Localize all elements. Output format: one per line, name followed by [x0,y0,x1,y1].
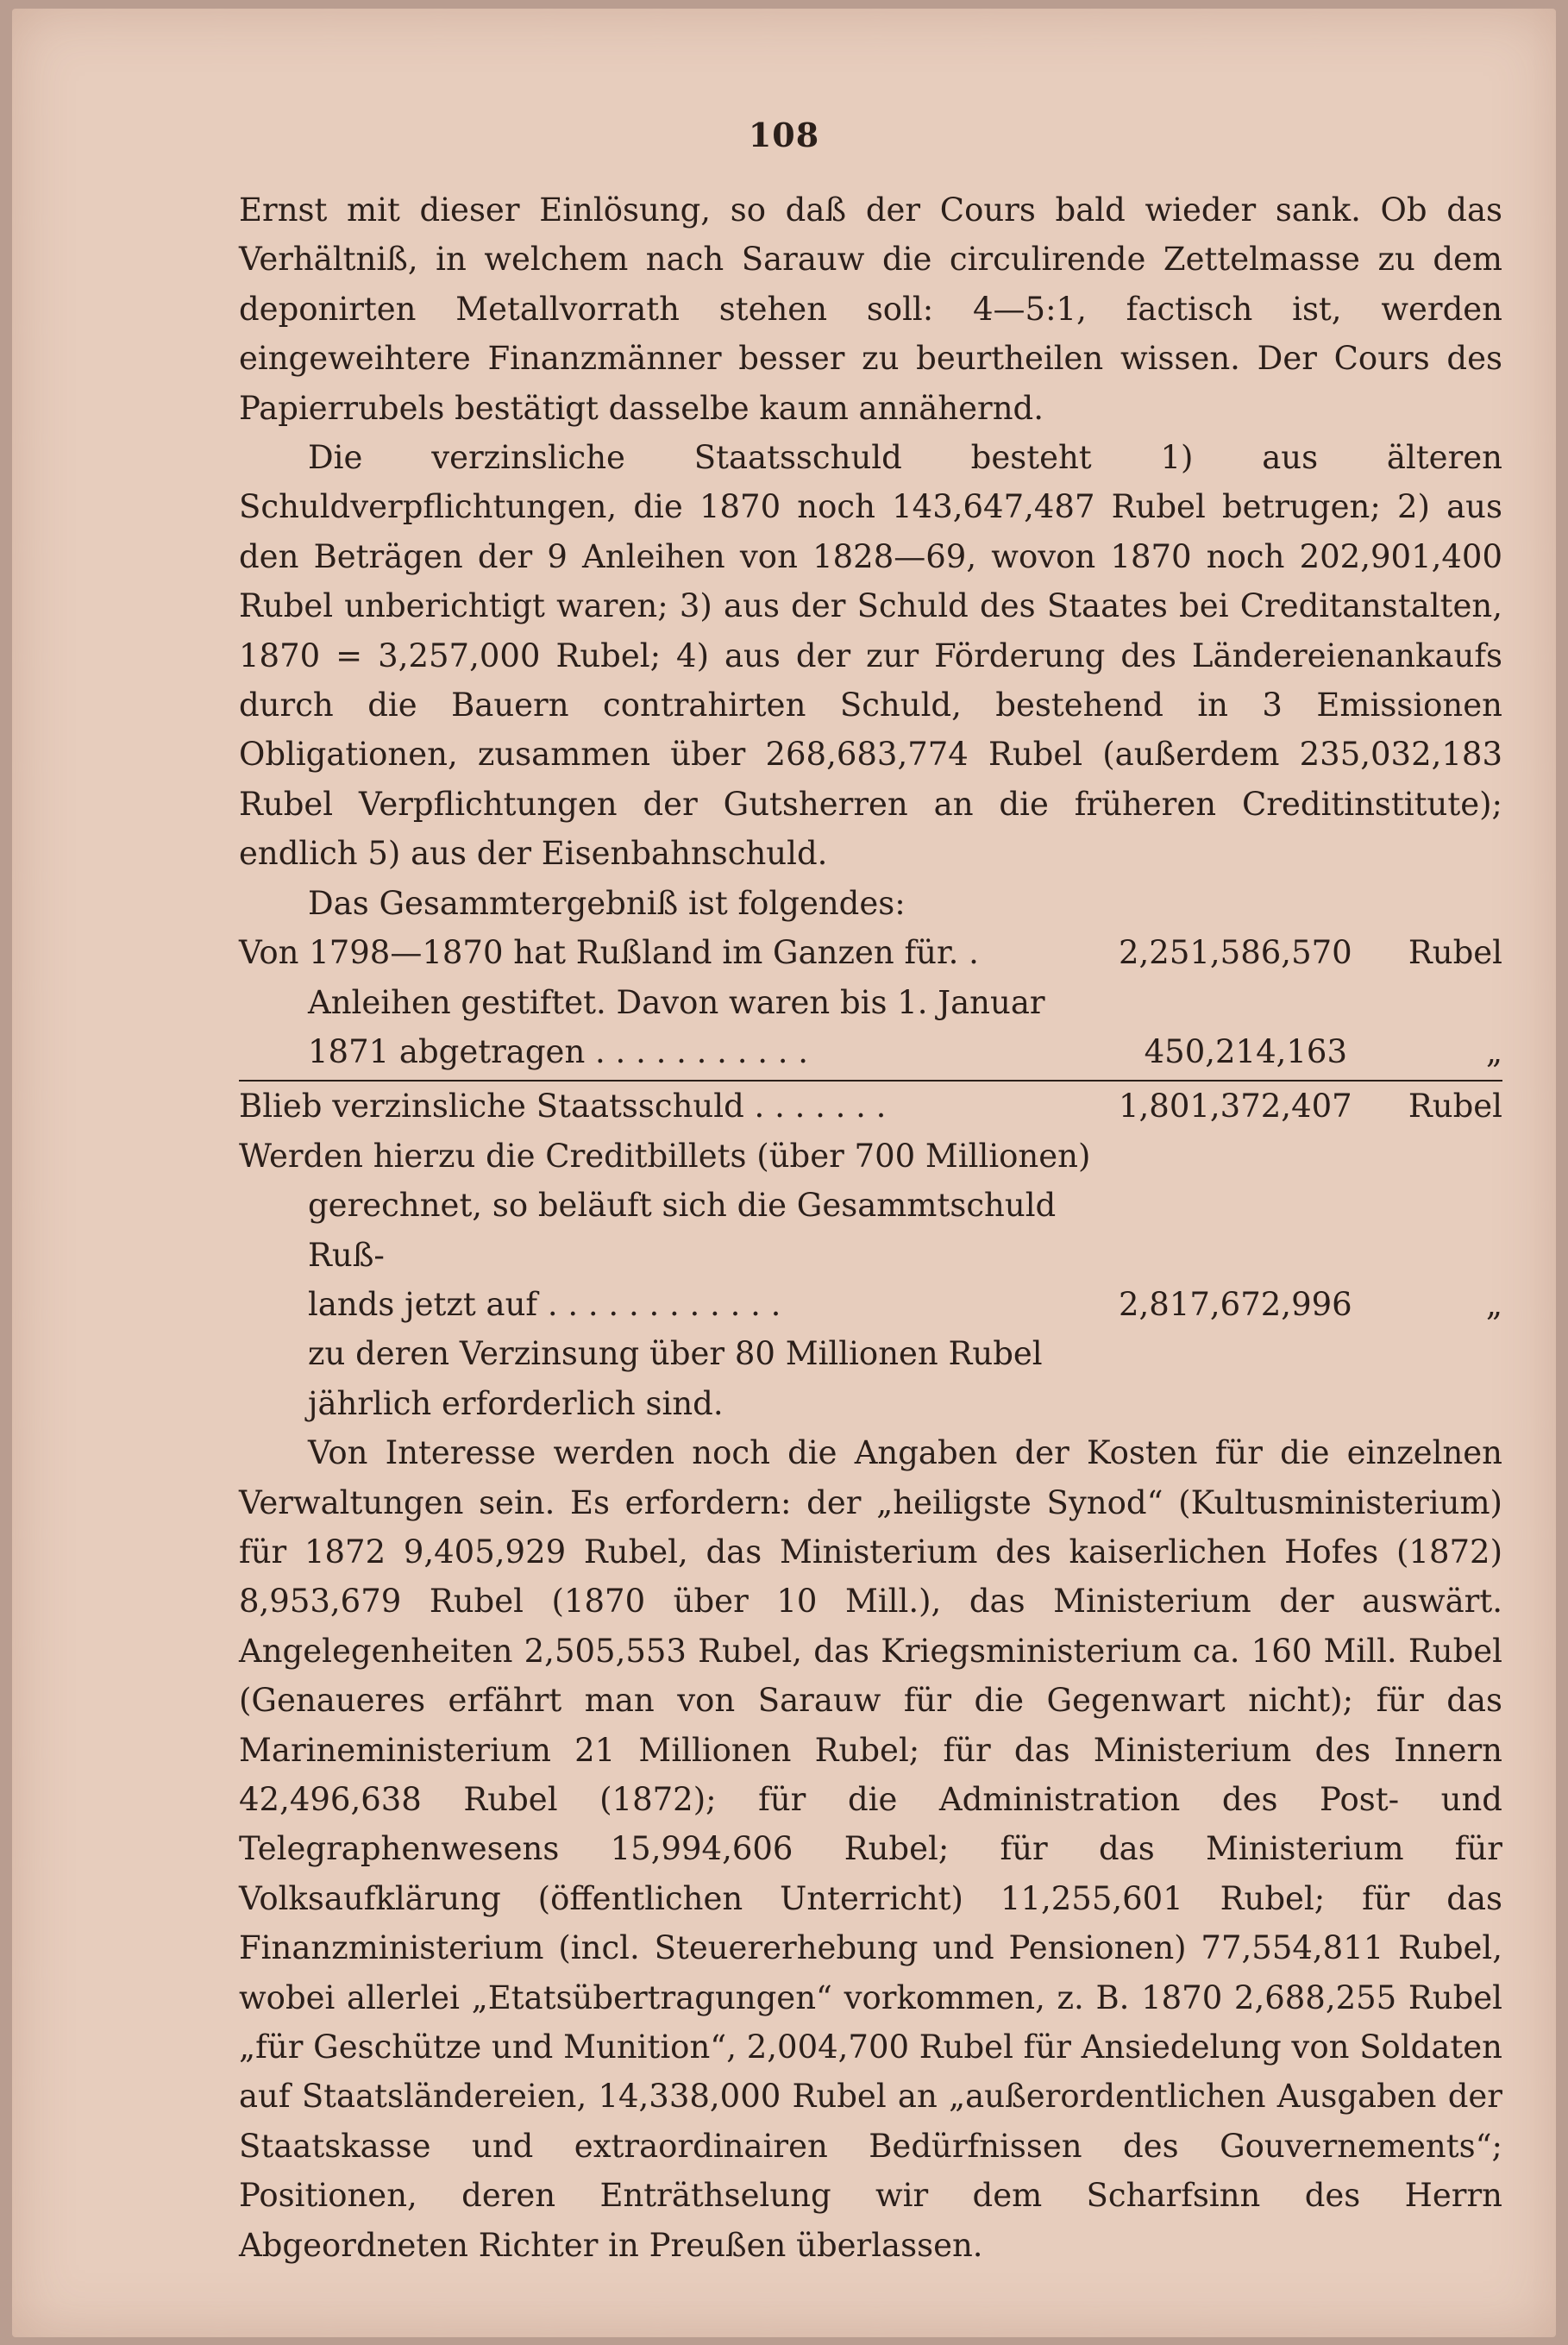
table-row [239,1329,1502,1378]
page-number: 108 [748,116,820,154]
paragraph-3: Das Gesammtergebniß ist folgendes: [308,884,906,922]
row-unit: „ [1485,1032,1502,1070]
body-text [239,185,1502,2270]
paragraph-1: Ernst mit dieser Einlösung, so daß der Cours bald wieder sank. Ob das Verhältniß, in welchem nach Sarauw die circulirende Zettelmasse zu dem deponirten Metallvorrath stehen soll: 4—5:1, factisch ist, werden eingeweihtere Finanzmänner besser zu beurtheilen wissen. Der Cours des Papierrubels bestätigt dasselbe kaum annähernd. [239,191,1502,427]
row-label: Anleihen gestiftet. Davon waren bis 1. Januar [308,983,1045,1021]
row-amount: 1,801,372,407 [1119,1088,1352,1125]
row-label: Blieb verzinsliche Staatsschuld . . . . . . . [239,1088,887,1125]
table-row [239,1080,1502,1131]
paragraph-2: Die verzinsliche Staatsschuld besteht 1) aus älteren Schuldverpflichtungen, die 1870 noch 143,647,487 Rubel betrugen; 2) aus den Beträgen der 9 Anleihen von 1828—69, wovon 1870 noch 202,901,400 Rubel unberichtigt waren; 3) aus der Schuld des Staates bei Creditanstalten, 1870 = 3,257,000 Rubel; 4) aus der zur Förderung des Ländereienankaufs durch die Bauern contrahirten Schuld, bestehend in 3 Emissionen Obligationen, zusammen über 268,683,774 Rubel (außerdem 235,032,183 Rubel Verpflichtungen der Gutsherren an die früheren Creditinstitute); endlich 5) aus der Eisenbahnschuld. [239,439,1502,873]
row-unit: Rubel [1408,934,1502,972]
table-row [239,928,1502,977]
table-row [239,1379,1502,1428]
table-row [239,1280,1502,1329]
debt-summary-table [239,928,1502,1428]
table-row [239,1027,1502,1076]
table-row [239,1132,1502,1181]
row-label: Von 1798—1870 hat Rußland im Ganzen für. . [239,934,979,972]
row-unit: „ [1485,1285,1502,1323]
row-label: lands jetzt auf . . . . . . . . . . . . [308,1285,781,1323]
row-label: zu deren Verzinsung über 80 Millionen Rubel [308,1335,1043,1373]
row-label: gerechnet, so beläuft sich die Gesammtschuld Ruß- [308,1187,1057,1274]
row-label: Werden hierzu die Creditbillets (über 700 Millionen) [239,1137,1091,1175]
row-unit: Rubel [1408,1088,1502,1125]
table-row [239,978,1502,1027]
table-row [239,1181,1502,1280]
row-amount: 2,817,672,996 [1119,1285,1352,1323]
paragraph-4: Von Interesse werden noch die Angaben der Kosten für die einzelnen Verwaltungen sein. Es erfordern: der „heiligste Synod“ (Kultusministerium) für 1872 9,405,929 Rubel, das Ministerium des kaiserlichen Hofes (1872) 8,953,679 Rubel (1870 über 10 Mill.), das Ministerium der auswärt. Angelegenheiten 2,505,553 Rubel, das Kriegsministerium ca. 160 Mill. Rubel (Genaueres erfährt man von Sarauw für die Gegenwart nicht); für das Marineministerium 21 Millionen Rubel; für das Ministerium des Innern 42,496,638 Rubel (1872); für die Administration des Post- und Telegraphenwesens 15,994,606 Rubel; für das Ministerium für Volksaufklärung (öffentlichen Unterricht) 11,255,601 Rubel; für das Finanzministerium (incl. Steuererhebung und Pensionen) 77,554,811 Rubel, wobei allerlei „Etatsübertragungen“ vorkommen, z. B. 1870 2,688,255 Rubel „für Geschütze und Munition“, 2,004,700 Rubel für Ansiedelung von Soldaten auf Staatsländereien, 14,338,000 Rubel an „außerordentlichen Ausgaben der Staatskasse und extraordinairen Bedürfnissen des Gouvernements“; Positionen, deren Enträthselung wir dem Scharfsinn des Herrn Abgeordneten Richter in Preußen überlassen. [239,1434,1502,2264]
row-label: 1871 abgetragen . . . . . . . . . . . [308,1032,809,1070]
row-label: jährlich erforderlich sind. [308,1384,724,1422]
row-amount: 2,251,586,570 [1119,934,1352,972]
row-amount: 450,214,163 [1144,1032,1347,1070]
